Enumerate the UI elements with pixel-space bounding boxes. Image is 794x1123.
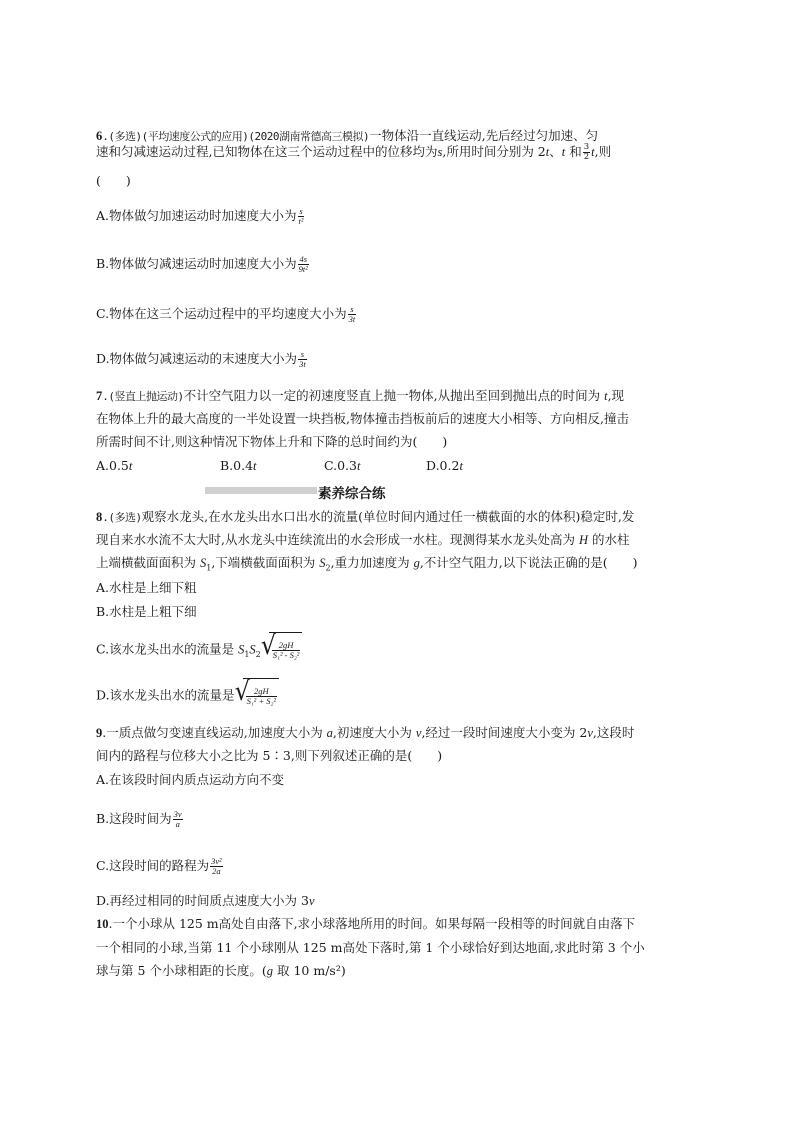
q6-line-2: 速和匀减速运动过程,已知物体在这三个运动过程中的位移均为s,所用时间分别为 2t、t 和 $\frac{3}{2}$ t,则 — [96, 142, 612, 162]
q6-number: 6 — [96, 129, 103, 143]
q7-line-1: 7.(竖直上抛运动)不计空气阻力以一定的初速度竖直上抛一物体,从抛出至回到抛出点的时间为 t,现 — [96, 388, 625, 403]
q6-option-b[interactable]: B.物体做匀减速运动时加速度大小为 $\frac{4s}{\text{9t²}}$ — [96, 254, 308, 274]
q8-d-radical: √ $\frac{2gH}{\text{S₁² + S₂²}}$ — [235, 678, 280, 714]
q7-option-a[interactable]: A.0.5t — [96, 458, 133, 473]
q6-answer-paren: ( ) — [96, 173, 131, 188]
q9-number: 9 — [96, 726, 103, 740]
q9-option-b[interactable]: B.这段时间为 $\frac{3v}{a}$ — [96, 809, 182, 829]
q8-line-2: 现自来水水流不太大时,从水龙头中连续流出的水会形成一水柱。现测得某水龙头处高为 H 的水柱 — [96, 532, 630, 547]
q6-text-1: 一物体沿一直线运动,先后经过匀加速、匀 — [369, 128, 599, 143]
q8-line-3: 上端横截面面积为 $S_1$,下端横截面面积为 $S_2$,重力加速度为 g,不计空气阻力,以下说法正确的是( ) — [96, 555, 638, 573]
q8-tag: .(多选) — [102, 511, 142, 524]
q8-option-b[interactable]: B.水柱是上粗下细 — [96, 604, 197, 619]
q9-line-2: 间内的路程与位移大小之比为 5∶3,则下列叙述正确的是( ) — [96, 748, 443, 763]
q10-number: 10 — [96, 917, 109, 931]
q8-line-1: 8.(多选)观察水龙头,在水龙头出水口出水的流量(单位时间内通过任一横截面的水的体积)稳定时,发 — [96, 509, 635, 524]
section-title: 素养综合练 — [318, 486, 386, 501]
q8-option-a[interactable]: A.水柱是上细下粗 — [96, 580, 197, 595]
q9-option-d[interactable]: D.再经过相同的时间质点速度大小为 3v — [96, 893, 315, 908]
q6-option-a[interactable]: A.物体做匀加速运动时加速度大小为 $\frac{s}{\text{t²}}$ — [96, 206, 304, 226]
q7-option-b[interactable]: B.0.4t — [220, 458, 257, 473]
q8-option-d[interactable]: D.该水龙头出水的流量是 √ $\frac{2gH}{\text{S₁² + S₂²}}$ — [96, 678, 279, 714]
q10-line-3: 球与第 5 个小球相距的长度。(g 取 10 m/s²) — [96, 963, 346, 978]
q6-option-c[interactable]: C.物体在这三个运动过程中的平均速度大小为 $\frac{s}{3t}$ — [96, 304, 356, 324]
q7-line-3: 所需时间不计,则这种情况下物体上升和下降的总时间约为( ) — [96, 434, 448, 449]
q7-option-d[interactable]: D.0.2t — [426, 458, 463, 473]
q8-option-c[interactable]: C.该水龙头出水的流量是 $S_1S_2$ √ $\frac{2gH}{\text{S₁² - S₂²}}$ — [96, 632, 302, 672]
q9-line-1: 9.一质点做匀变速直线运动,加速度大小为 a,初速度大小为 v,经过一段时间速度大小变为 2v,这段时 — [96, 725, 635, 740]
q9-option-c[interactable]: C.这段时间的路程为 $\frac{\text{3v²}}{2a}$ — [96, 856, 222, 876]
q6-option-d[interactable]: D.物体做匀减速运动的末速度大小为 $\frac{s}{3t}$ — [96, 349, 306, 369]
q7-option-c[interactable]: C.0.3t — [324, 458, 361, 473]
q7-tag: .(竖直上抛运动) — [102, 390, 184, 403]
q6-source: (2020湖南常德高三模拟) — [248, 130, 370, 143]
q6-fraction: $\frac{3}{2}$ — [583, 142, 590, 162]
section-divider-bar — [205, 487, 317, 494]
q8-number: 8 — [96, 510, 103, 524]
q10-line-1: 10.一个小球从 125 m高处自由落下,求小球落地所用的时间。如果每隔一段相等的时间就自由落下 — [96, 916, 636, 931]
q9-option-a[interactable]: A.在该段时间内质点运动方向不变 — [96, 772, 285, 787]
q10-line-2: 一个相同的小球,当第 11 个小球刚从 125 m高处下落时,第 1 个小球恰好到达地面,求此时第 3 个小 — [96, 940, 645, 955]
q8-c-radical: √ $\frac{2gH}{\text{S₁² - S₂²}}$ — [261, 632, 303, 668]
q7-line-2: 在物体上升的最大高度的一半处设置一块挡板,物体撞击挡板前后的速度大小相等、方向相反,撞击 — [96, 411, 629, 426]
q6-tag: .(多选)(平均速度公式的应用) — [102, 130, 249, 143]
q7-number: 7 — [96, 389, 103, 403]
